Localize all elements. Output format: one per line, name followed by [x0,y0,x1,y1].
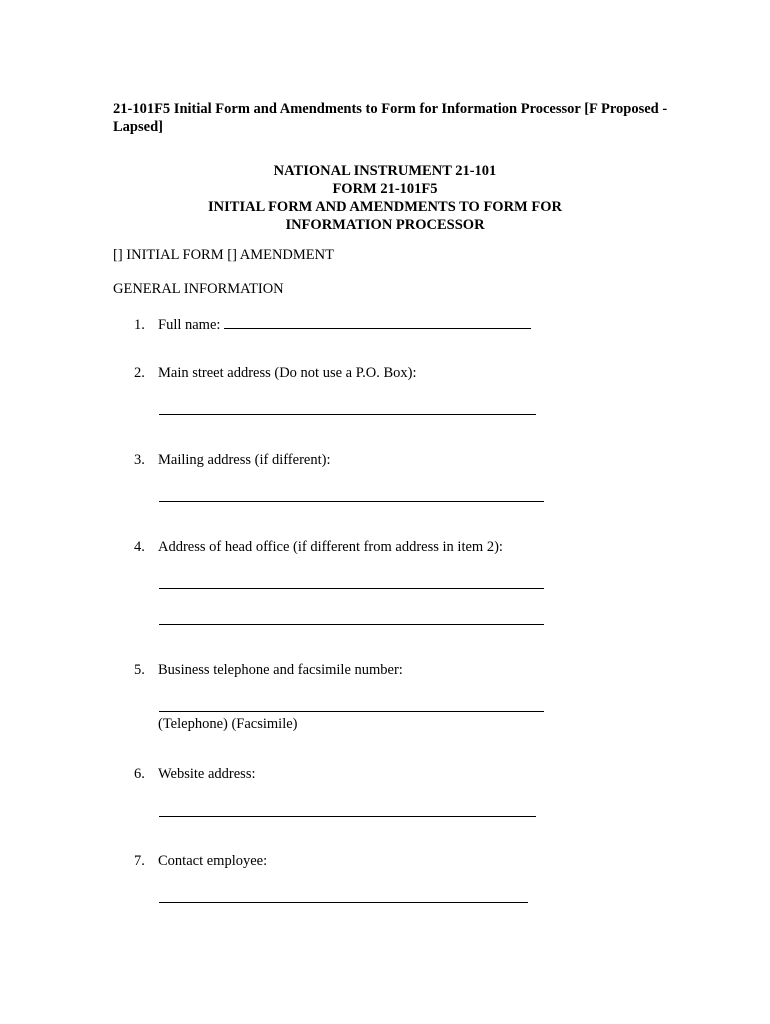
item-label: Mailing address (if different): [158,452,331,468]
item-label: Website address: [158,766,256,782]
item-label: Full name: [158,317,221,333]
item-number: 6. [134,766,145,782]
item-website-address [134,766,256,783]
section-title-general-information: GENERAL INFORMATION [113,281,284,297]
item-mailing-address [134,452,330,469]
item-label: Business telephone and facsimile number: [158,662,403,678]
item-contact-employee [134,853,267,870]
telephone-facsimile-caption: (Telephone) (Facsimile) [158,716,298,732]
item-number: 1. [134,317,145,333]
item-number: 4. [134,539,145,555]
item-head-office-address [134,539,503,556]
mailing-address-field[interactable] [159,501,544,502]
form-type-selector[interactable]: [] INITIAL FORM [] AMENDMENT [113,247,334,263]
item-label: Main street address (Do not use a P.O. Box): [158,365,417,381]
item-full-name [134,314,531,334]
document-title: 21-101F5 Initial Form and Amendments to Form for Information Processor [F Proposed - Lapsed] [113,101,668,135]
item-telephone-facsimile [134,662,403,679]
item-label: Address of head office (if different from address in item 2): [158,539,503,555]
head-office-address-field-line-1[interactable] [159,588,544,589]
head-office-address-field-line-2[interactable] [159,624,544,625]
website-address-field[interactable] [159,816,536,817]
item-main-street-address [134,365,417,382]
main-street-address-field[interactable] [159,414,536,415]
item-label: Contact employee: [158,853,268,869]
heading-line-form-title-1: INITIAL FORM AND AMENDMENTS TO FORM FOR [208,199,562,215]
form-heading [0,162,770,234]
item-number: 5. [134,662,145,678]
item-number: 2. [134,365,145,381]
item-number: 3. [134,452,145,468]
item-number: 7. [134,853,145,869]
heading-line-form-title-2: INFORMATION PROCESSOR [285,217,485,233]
contact-employee-field[interactable] [159,902,528,903]
full-name-field[interactable] [224,314,531,329]
telephone-facsimile-field[interactable] [159,711,544,712]
heading-line-instrument: NATIONAL INSTRUMENT 21-101 [273,163,497,179]
heading-line-form-number: FORM 21-101F5 [332,181,438,197]
